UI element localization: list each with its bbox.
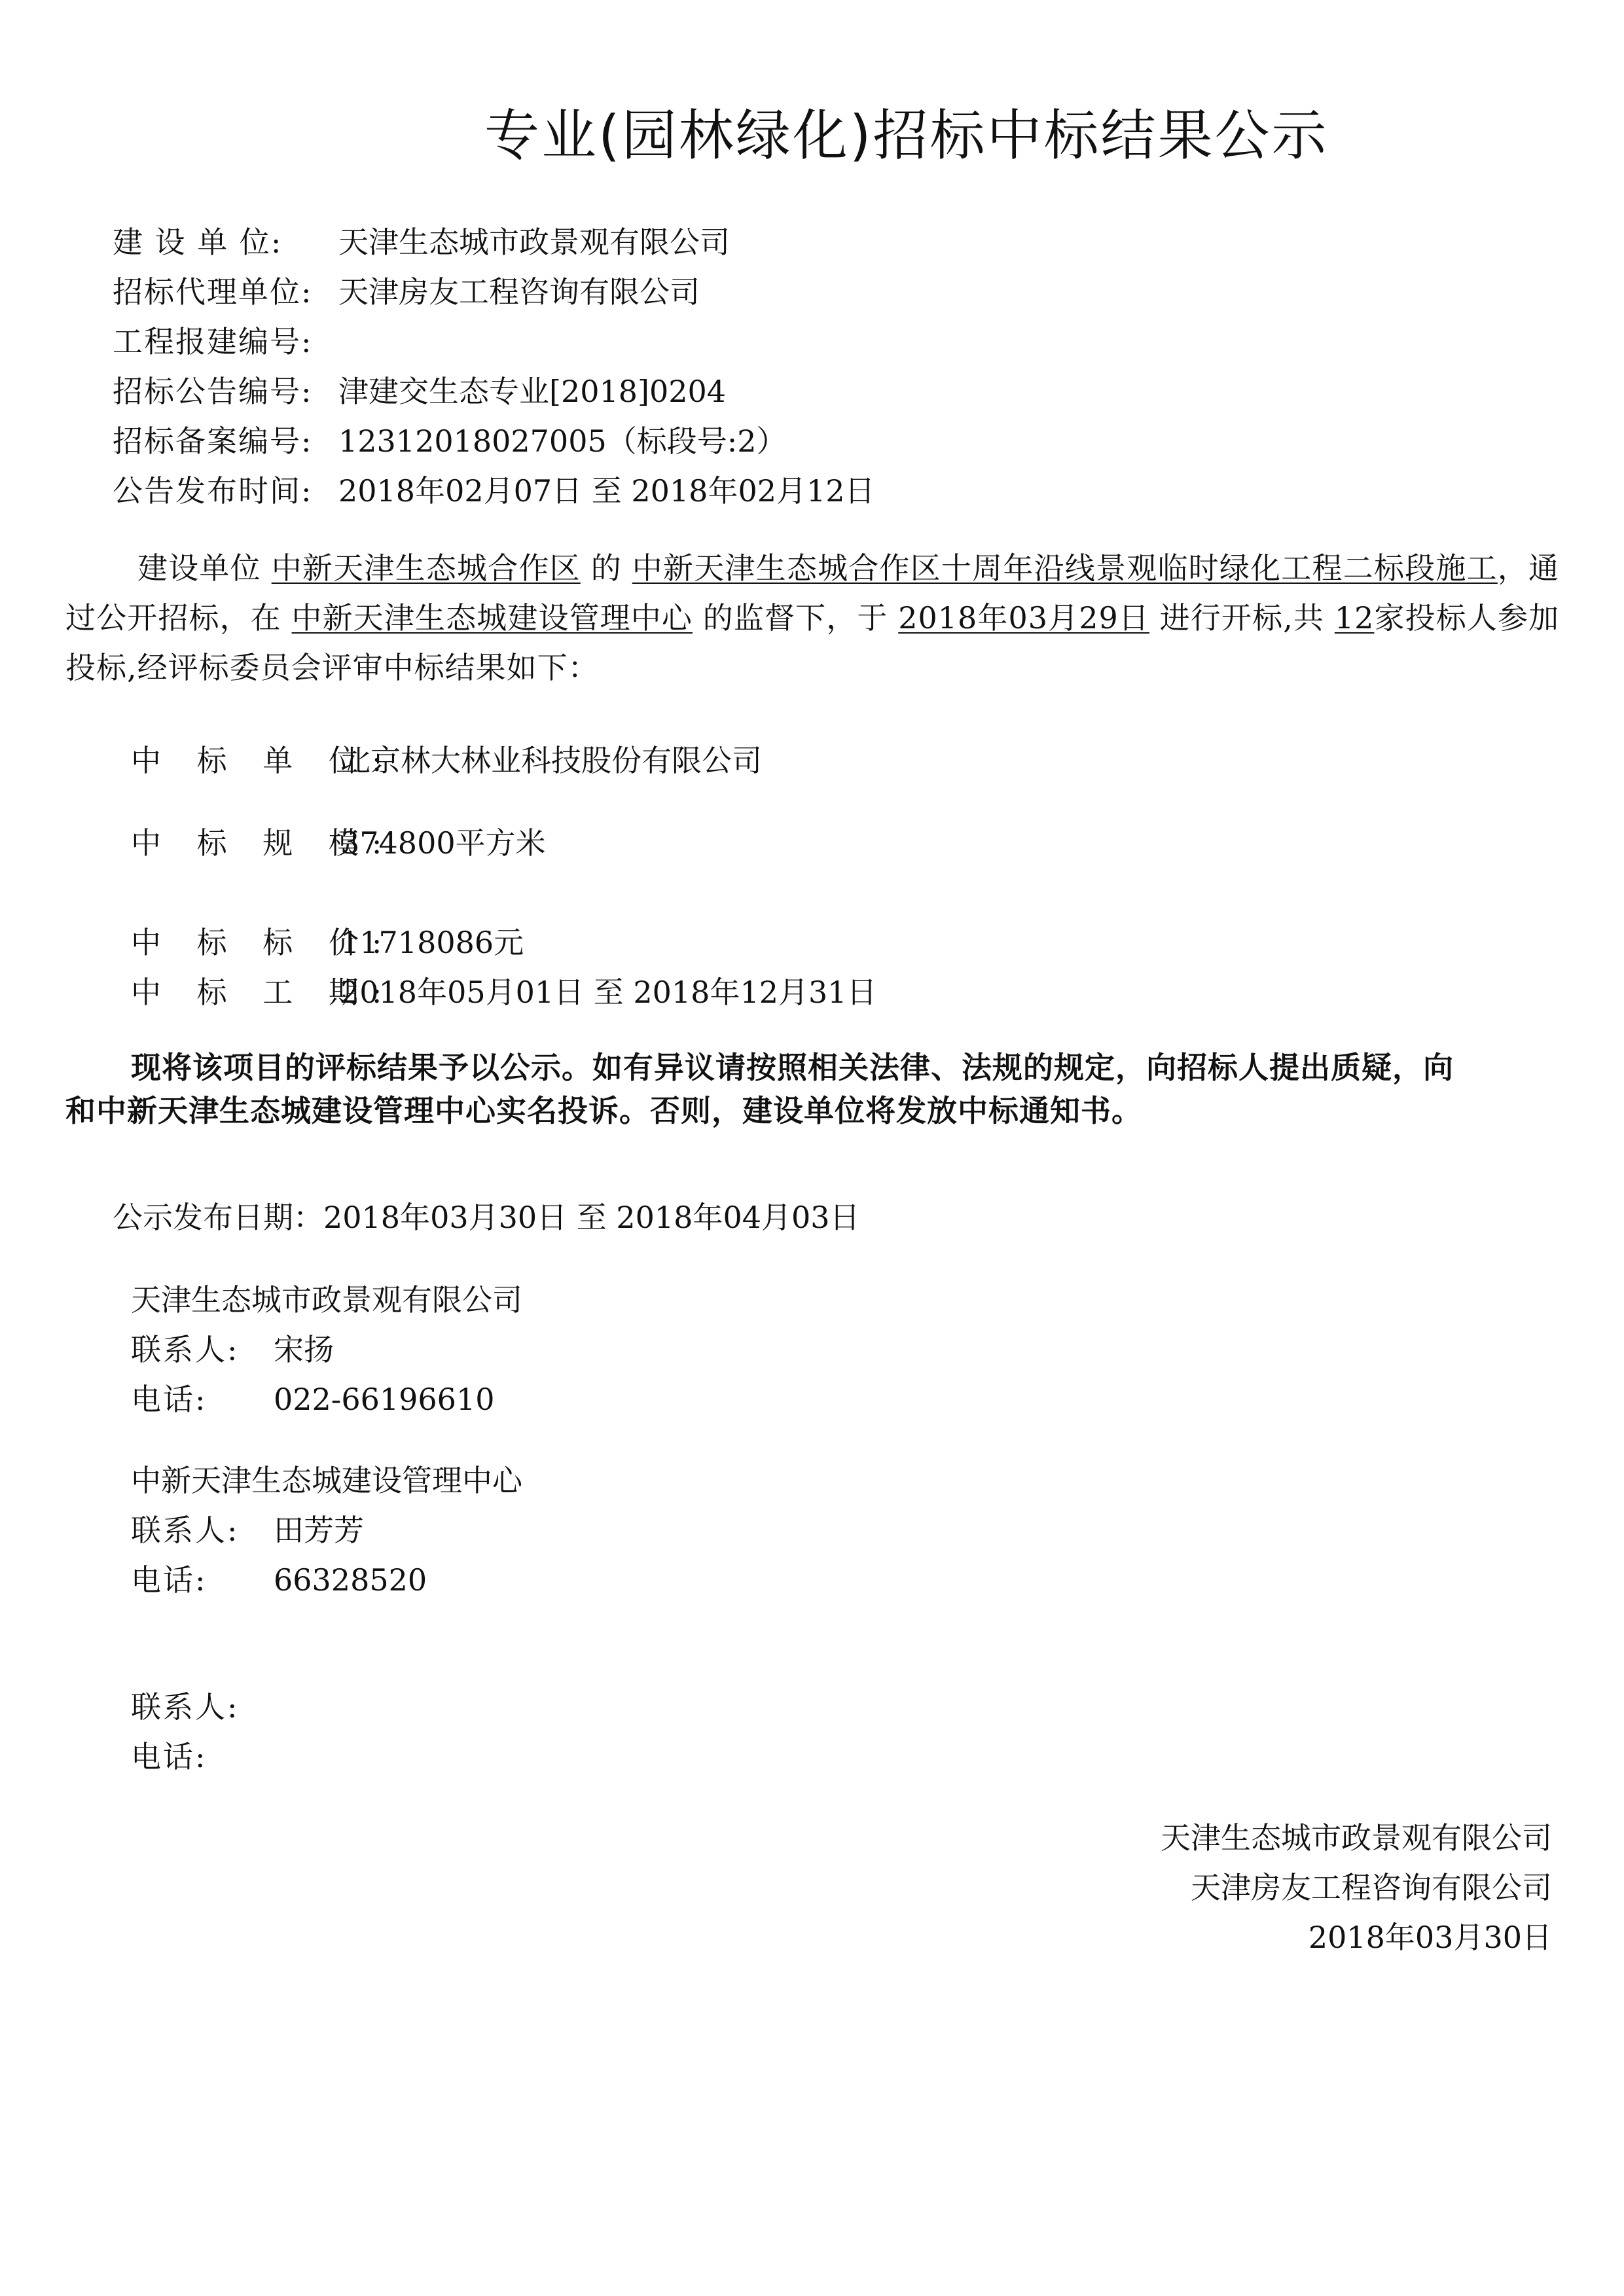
- award-period-row: [131, 973, 877, 1012]
- award-scale-row: [131, 823, 546, 863]
- contact-phone-label: 电话:: [131, 1562, 208, 1598]
- meta-label: 建 设 单 位:: [113, 224, 283, 260]
- meta-label: 公告发布时间:: [113, 473, 313, 509]
- intro-text: 家投标人参加投标,经评标委员会评审中标结果如下：: [65, 600, 1560, 685]
- publish-label: 公示发布日期：: [113, 1200, 323, 1235]
- contact-org: 中新天津生态城建设管理中心: [131, 1463, 522, 1498]
- intro-text: 进行开标,共: [1159, 600, 1325, 636]
- contact-phone-row: [131, 1560, 427, 1600]
- contact-person-label: 联系人:: [131, 1513, 240, 1548]
- meta-value: 天津房友工程咨询有限公司: [338, 274, 700, 310]
- meta-label: 工程报建编号:: [113, 324, 313, 359]
- contact-person-row: [131, 1511, 364, 1550]
- contact-org: 天津生态城市政景观有限公司: [131, 1282, 522, 1318]
- intro-paragraph: [65, 543, 1559, 692]
- award-label: 中 标 规 模:: [131, 825, 395, 861]
- signature-org-2: 天津房友工程咨询有限公司: [1191, 1870, 1552, 1905]
- meta-agent-unit: [113, 272, 700, 312]
- contact-person-row: [131, 1687, 274, 1727]
- contact-phone: 022-66196610: [274, 1382, 495, 1417]
- contact-person-label: 联系人:: [131, 1689, 240, 1725]
- meta-announcement-number: [113, 372, 726, 411]
- meta-value: 天津生态城市政景观有限公司: [338, 224, 730, 260]
- signature-org-1: 天津生态城市政景观有限公司: [1161, 1820, 1552, 1856]
- contact-person: 宋扬: [274, 1332, 334, 1367]
- open-date: 2018年03月29日: [898, 600, 1150, 636]
- meta-construction-unit: [113, 223, 730, 262]
- signature-date: 2018年03月30日: [1308, 1920, 1552, 1955]
- meta-label: 招标代理单位:: [113, 274, 313, 310]
- intro-text: 的: [590, 550, 622, 586]
- contact-phone-label: 电话:: [131, 1382, 208, 1417]
- award-label: 中 标 工 期:: [131, 975, 395, 1010]
- intro-text: 的监督下，于: [702, 600, 888, 636]
- meta-record-number: [113, 422, 787, 461]
- contact-phone: 66328520: [274, 1562, 427, 1598]
- page-title: 专业(园林绿化)招标中标结果公示: [484, 103, 1329, 168]
- supervisor-name: 中新天津生态城建设管理中心: [291, 600, 693, 636]
- publish-period: [113, 1198, 860, 1237]
- meta-value: 津建交生态专业[2018]0204: [338, 374, 727, 409]
- intro-text: ，通过公开招标，在: [65, 550, 1560, 636]
- contact-person-row: [131, 1330, 334, 1369]
- contact-person-label: 联系人:: [131, 1332, 240, 1367]
- builder-name: 中新天津生态城合作区: [271, 550, 581, 586]
- award-value: 11718086元: [340, 925, 524, 960]
- award-value: 北京林大林业科技股份有限公司: [340, 743, 762, 778]
- project-name: 中新天津生态城合作区十周年沿线景观临时绿化工程二标段施工: [632, 550, 1498, 586]
- award-value: 2018年05月01日 至 2018年12月31日: [340, 975, 877, 1010]
- meta-label: 招标公告编号:: [113, 374, 313, 409]
- award-label: 中 标 标 价:: [131, 925, 395, 960]
- bidder-count: 12: [1334, 600, 1375, 636]
- intro-text: 建设单位: [137, 550, 261, 586]
- contact-person: 田芳芳: [274, 1513, 364, 1548]
- contact-phone-row: [131, 1737, 274, 1776]
- meta-value: 2018年02月07日 至 2018年02月12日: [338, 473, 875, 509]
- award-price-row: [131, 923, 524, 962]
- award-label: 中 标 单 位:: [131, 743, 395, 778]
- meta-label: 招标备案编号:: [113, 423, 313, 459]
- award-value: 374800平方米: [340, 825, 546, 861]
- public-notice: 现将该项目的评标结果予以公示。如有异议请按照相关法律、法规的规定，向招标人提出质疑，向和中新天津生态城建设管理中心实名投诉。否则，建设单位将发放中标通知书。: [65, 1050, 1454, 1128]
- contact-phone-row: [131, 1380, 494, 1419]
- meta-project-number: [113, 322, 338, 361]
- publish-value: 2018年03月30日 至 2018年04月03日: [323, 1200, 860, 1235]
- contact-phone-label: 电话:: [131, 1739, 208, 1774]
- meta-value: 12312018027005（标段号:2）: [338, 423, 787, 459]
- meta-announcement-period: [113, 471, 875, 511]
- award-unit-row: [131, 741, 762, 780]
